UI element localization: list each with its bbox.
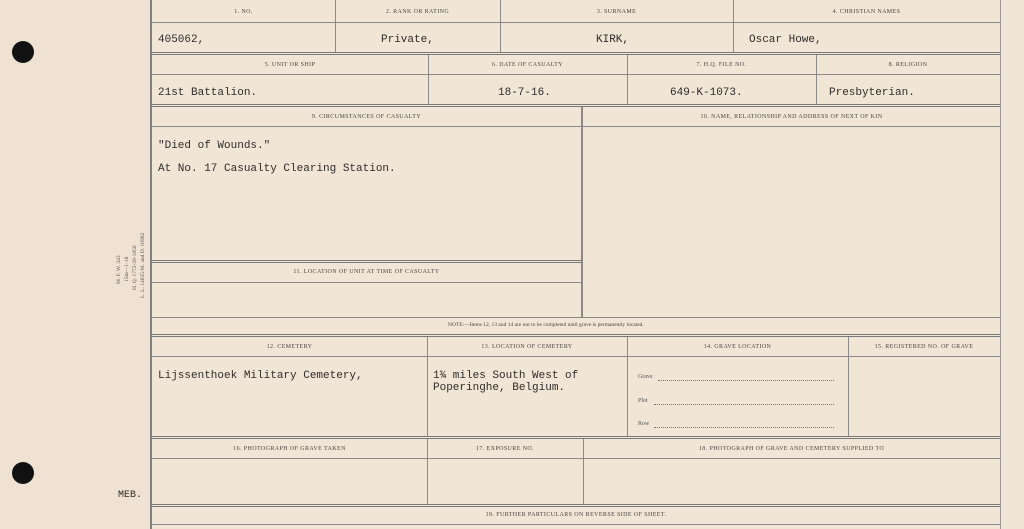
value-surname: KIRK, (596, 34, 630, 46)
value-cemetery: Lijssenthoek Military Cemetery, (158, 370, 363, 382)
rule-double (152, 260, 581, 263)
value-religion: Presbyterian. (829, 87, 915, 99)
divider (335, 0, 336, 52)
rule-double (152, 104, 1000, 107)
header-photo-supplied: 18. PHOTOGRAPH OF GRAVE AND CEMETERY SUPPLIED TO (698, 446, 885, 452)
value-location-cemetery-1: 1¾ miles South West of (433, 370, 579, 382)
divider (627, 337, 628, 437)
clerk-initials: MEB. (118, 490, 143, 501)
label-row: Row (638, 421, 650, 427)
header-circumstances: 9. CIRCUMSTANCES OF CASUALTY (311, 114, 422, 120)
header-unit: 5. UNIT OR SHIP (264, 62, 316, 68)
value-rank: Private, (381, 34, 434, 46)
note-text: NOTE:—Items 12, 13 and 14 are not to be completed until grave is permanently located. (448, 322, 644, 328)
rule (152, 22, 1000, 23)
header-no: 1. NO. (234, 9, 253, 15)
rule-double (152, 504, 1000, 507)
divider (427, 337, 428, 437)
dotted-line (654, 427, 834, 428)
header-cemetery: 12. CEMETERY (266, 344, 313, 350)
form-right-border (1000, 0, 1001, 529)
rule (152, 74, 1000, 75)
value-hq-file: 649-K-1073. (670, 87, 743, 99)
header-registered-no: 15. REGISTERED NO. OF GRAVE (874, 344, 974, 350)
header-hq-file: 7. H.Q. FILE NO. (696, 62, 747, 68)
side-ref-3: H. Q. 1772-39-1858 (132, 245, 138, 290)
header-further-particulars: 19. FURTHER PARTICULARS ON REVERSE SIDE OF SHEET. (485, 512, 667, 518)
value-unit: 21st Battalion. (158, 87, 258, 99)
header-photo-taken: 16. PHOTOGRAPH OF GRAVE TAKEN (233, 446, 346, 452)
divider (500, 0, 501, 52)
header-location-cemetery: 13. LOCATION OF CEMETERY (481, 344, 573, 350)
rule (152, 126, 1000, 127)
label-grave: Grave (638, 374, 653, 380)
side-ref-2: 15m—1-18 (124, 256, 130, 282)
rule-double (152, 52, 1000, 55)
punch-hole-top (12, 41, 34, 63)
dotted-line (654, 404, 834, 405)
divider (581, 107, 583, 317)
rule-double (152, 334, 1000, 337)
header-next-of-kin: 10. NAME, RELATIONSHIP AND ADDRESS OF NEXT OF KIN (700, 114, 883, 120)
value-no: 405062, (158, 34, 205, 46)
divider (848, 337, 849, 437)
header-location-unit: 11. LOCATION OF UNIT AT TIME OF CASUALTY (293, 269, 440, 275)
rule (152, 356, 1000, 357)
header-exposure: 17. EXPOSURE NO. (475, 446, 535, 452)
rule (152, 458, 1000, 459)
header-rank: 2. RANK OR RATING (385, 9, 450, 15)
rule (152, 282, 581, 283)
header-grave-location: 14. GRAVE LOCATION (703, 344, 772, 350)
header-religion: 8. RELIGION (888, 62, 928, 68)
value-date: 18-7-16. (498, 87, 551, 99)
side-ref-4: L. L. 14635-M. and D. 10962 (140, 232, 146, 298)
value-circumstances-2: At No. 17 Casualty Clearing Station. (158, 163, 396, 175)
header-surname: 3. SURNAME (596, 9, 637, 15)
label-plot: Plot (638, 398, 648, 404)
divider (733, 0, 734, 52)
punch-hole-bottom (12, 462, 34, 484)
rule (152, 317, 1000, 318)
value-circumstances-1: "Died of Wounds." (158, 140, 271, 152)
dotted-line (658, 380, 834, 381)
value-christian-names: Oscar Howe, (749, 34, 822, 46)
value-location-cemetery-2: Poperinghe, Belgium. (433, 382, 566, 394)
header-date: 6. DATE OF CASUALTY (491, 62, 564, 68)
header-christian-names: 4. CHRISTIAN NAMES (832, 9, 901, 15)
side-ref-1: M. F. W. 343 (116, 255, 122, 284)
rule-double (152, 436, 1000, 439)
rule (152, 524, 1000, 525)
